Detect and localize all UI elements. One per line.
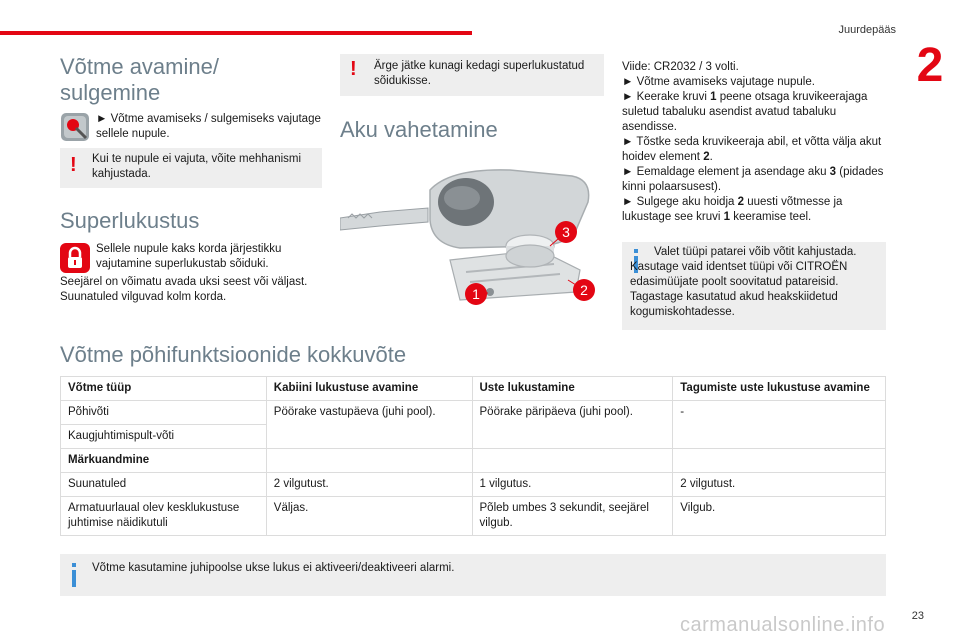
callout-1: 1	[472, 286, 480, 302]
table-cell: Väljas.	[266, 497, 472, 536]
battery-title: Aku vahetamine	[340, 117, 498, 142]
key-button-icon	[60, 112, 90, 142]
table-header: Võtme tüüp	[61, 377, 267, 401]
battery-step-1: ► Võtme avamiseks vajutage nupule.	[622, 76, 815, 88]
open-close-warning-box	[60, 148, 322, 188]
battery-spec: Viide: CR2032 / 3 volti.	[622, 61, 739, 73]
open-close-title: Võtme avamine/ sulgemine	[60, 54, 219, 105]
superlock-text-a: Sellele nupule kaks korda järjestikku vajutamine superlukustab sõiduki.	[96, 243, 282, 270]
table-row	[61, 449, 886, 473]
table-cell: Põleb umbes 3 sekundit, seejärel vilgub.	[472, 497, 673, 536]
table-cell: 1 vilgutus.	[472, 473, 673, 497]
table-row	[61, 497, 886, 536]
callout-3: 3	[562, 224, 570, 240]
table-header: Tagumiste uste lukustuse avamine	[673, 377, 886, 401]
key-battery-illustration	[340, 160, 604, 315]
table-row	[61, 401, 886, 425]
superlock-text-c: Suunatuled vilguvad kolm korda.	[60, 291, 227, 303]
table-header-row	[61, 377, 886, 401]
table-row	[61, 473, 886, 497]
battery-step-2: ► Keerake kruvi 1 peene otsaga kruvikeerajaga suletud tabaluku asendist avatud tabaluku asendisse.	[622, 91, 868, 133]
table-cell: Märkuandmine	[61, 449, 267, 473]
battery-info-text: Valet tüüpi patarei võib võtit kahjustada. Kasutage vaid identset tüüpi või CITROËN edasimüüjate poolt soovitatud patareisid. Tagastage kasutatud akud heakskiidetud kogumiskohtadesse.	[630, 246, 857, 318]
table-cell: Armatuurlaual olev kesklukustuse juhtimise näidikutuli	[61, 497, 267, 536]
table-cell: Põhivõti	[61, 401, 267, 425]
battery-info-box	[622, 242, 886, 330]
warning-icon: !	[70, 154, 77, 176]
chapter-number: 2	[900, 38, 960, 94]
battery-step-5: ► Sulgege aku hoidja 2 uuesti võtmesse ja lukustage see kruvi 1 keeramise teel.	[622, 196, 843, 223]
superlock-warning-box	[340, 54, 604, 96]
key-functions-table	[60, 376, 886, 536]
battery-step-3: ► Tõstke seda kruvikeeraja abil, et võtta välja akut hoidev element 2.	[622, 136, 882, 163]
open-close-step: ► Võtme avamiseks / sulgemiseks vajutage sellele nupule.	[96, 113, 321, 140]
table-cell: Pöörake päripäeva (juhi pool).	[472, 401, 673, 449]
open-close-warning-text: Kui te nupule ei vajuta, võite mehhanismi kahjustada.	[92, 153, 302, 180]
table-cell: Vilgub.	[673, 497, 886, 536]
table-header: Uste lukustamine	[472, 377, 673, 401]
summary-info-text: Võtme kasutamine juhipoolse ukse lukus ei aktiveeri/deaktiveeri alarmi.	[92, 562, 455, 574]
table-header: Kabiini lukustuse avamine	[266, 377, 472, 401]
superlock-title: Superlukustus	[60, 208, 200, 233]
superlock-text-b: Seejärel on võimatu avada uksi seest või väljast.	[60, 276, 308, 288]
watermark: carmanualsonline.info	[680, 614, 886, 636]
table-cell: Kaugjuhtimispult-võti	[61, 425, 267, 449]
section-name: Juurdepääs	[838, 24, 896, 36]
table-cell: Suunatuled	[61, 473, 267, 497]
summary-info-box	[60, 554, 886, 596]
info-icon	[72, 563, 76, 567]
table-cell: 2 vilgutust.	[673, 473, 886, 497]
table-cell: -	[673, 401, 886, 449]
page-number: 23	[911, 610, 924, 622]
header-accent-bar	[0, 31, 472, 35]
lock-icon	[60, 243, 90, 273]
summary-title: Võtme põhifunktsioonide kokkuvõte	[60, 342, 407, 367]
table-cell: Pöörake vastupäeva (juhi pool).	[266, 401, 472, 449]
warning-icon: !	[350, 58, 357, 80]
superlock-warning-text: Ärge jätke kunagi kedagi superlukustatud sõidukisse.	[374, 60, 585, 87]
battery-instructions	[622, 60, 888, 225]
battery-step-4: ► Eemaldage element ja asendage aku 3 (pidades kinni polaarsusest).	[622, 166, 884, 193]
callout-2: 2	[580, 282, 588, 298]
table-cell: 2 vilgutust.	[266, 473, 472, 497]
